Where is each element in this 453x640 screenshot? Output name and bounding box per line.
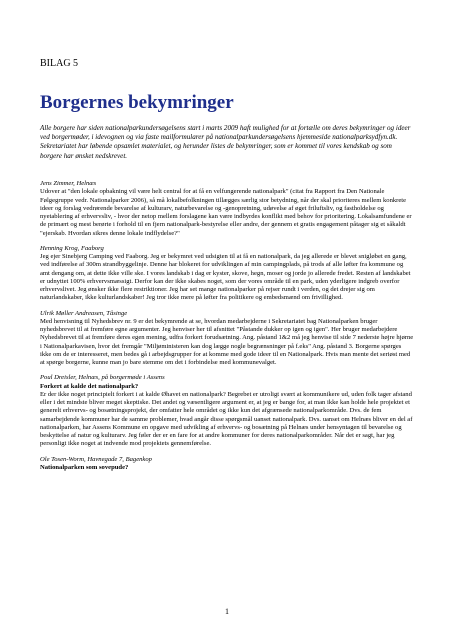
page-title: Borgernes bekymringer [40,92,234,113]
section-text: Jeg ejer Sinebjerg Camping ved Faaborg. Jeg er bekymret ved udsigten til at få en nationalpark, da jeg allerede er blevet snigløbet en gang, ved indførelse af 300m strandbyggelinje. Denne har blokeret for udviklingen af min campingplads, på trods af alle løfter fra kommune og amt dengang om, at dette ikke ville ske. I vores landskab i dag er kyster, skove, hegn, moser og jorde jo allerede fredet. Resten af landskabet er udnyttet 100% erhvervsmæssigt. Derfor kan der ikke skabes noget, som der vores område til en park, uden yderligere indgreb overfor erhvervslivet. Jeg ønsker ikke flere restriktioner. Jeg har set mange nationalparker på rejser rundt i verden, og det drejer sig om naturlandskaber, ikke kulturlandskaber! Jeg tror ikke mere på løfter fra politikere og embedsmænd om frivillighed. [40,253,411,302]
intro-paragraph: Alle borgere har siden nationalparkundersøgelsens start i marts 2009 haft mulighed for at fortælle om deres bekymringer og ideer ved borgermøder, i idevognen og via faste mailformularer på nationalparkundersøgelsens hjemmeside nationalparksydfyn.dk. Sekretariatet har løbende opsamlet materialet, og herunder listes de bekymringer, som er kommet til vores kendskab og som borgere har ønsket nedskrevet. [40,124,411,160]
section-text: Er der ikke noget principielt forkert i at kalde Øhavet en nationalpark? Begrebet er utroligt svært at kommunikere ud, uden folk tager afstand eller i det mindste bliver meget skeptiske. Det andet og væsentligere argument er, at jeg er bange for, at man ikke kan holde hele projektet et generelt erhvervs- og bosætningsprojekt, der omfatter hele området og ikke kun det afgrænsede nationalparkområde. Dvs. de fem samarbejdende kommuner har de samme problemer, hvad angår disse spørgsmål uanset nationalpark. Dvs. uanset om Helnæs bliver en del af nationalparken, har Assens Kommune en opgave med udvikling af erhvervs- og bosætning på Helnæs under hensyntagen til bevarelse og beskyttelse af natur og kulturarv. Jeg føler der er en fare for at andre kommuner for deres nationalparkområder. Når det er sagt, har jeg personligt ikke noget at indvende mod projektets gennemførelse. [40,390,413,448]
section-title: Forkert at kalde det nationalpark? [40,382,139,390]
concern-section [40,374,414,448]
section-text: Udover at "den lokale opbakning vil være helt central for at få en velfungerende nationalpark" (citat fra Rapport fra Den Nationale Følgegruppe vedr. Nationalparker 2006), så må lokalbefolkningen tillægges særlig stor betydning, når der skal prioriteres mellem konkrete ideer og forslag vedrørende bevarelse af kulturarv, naturbevarelse og -genopretning, udøvelse af øget friluftsliv, og fastholdelse og nyetablering af erhvervsliv, - hvor der netop mellem forslagene kan være indbyrdes konflikt med behov for prioritering. Lokalsamfundene er de primært og mest berørte i forhold til en fjern nationalpark-bestyrelse eller andre, der gennem et gratis engagement påtager sig et såkaldt "ejerskab. Hvordan sikres denne lokale indflydelse?" [40,188,412,237]
section-author: Ole Tosen-Worm, Havnegade 7, Bagenkop [40,455,152,463]
concern-section [40,245,414,303]
appendix-label: BILAG 5 [40,58,79,69]
document-page [40,0,414,640]
section-title: Nationalparken som sovepude? [40,463,129,471]
section-author: Ulrik Møller Andreasen, Tåsinge [40,309,128,317]
section-author: Henning Krog, Faaborg [40,244,104,252]
concern-section [40,310,414,368]
section-author: Jens Zimmer, Helnæs [40,180,97,187]
section-text: Med henvisning til Nyhedsbrev nr. 9 er det bekymrende at se, hvordan medarbejderne i Sekretariatet bag Nationalparken bruger nyhedsbrevet til at fremføre egne argumenter. Jeg henviser her til afsnittet "Påstande dukker op igen og igen". Her bruger medarbejdere Nyhedsbrevet til at fremføre deres egen mening, udfra forkert forudsætning. Ang. påstand 1&2 må jeg henvise til side 7 nederste højre hjørne i Nationalparkavisen, hvor det fremgår "Miljøministeren kan dog lægge nogle begrænsninger på f.eks" Ang. påstand 3. Borgerne spørges ikke om de er interesseret, men bedes gå i arbejdsgrupper for at komme med gode ideer til en Nationalpark. Hvis man mente det seriøst med at spørge borgerne, kunne man jo bare stemme om det i forbindelse med kommunevalget. [40,317,414,366]
concern-section [40,180,414,238]
page-number: 1 [225,607,229,616]
section-author: Poul Dreisler, Helnæs, på borgermøde i Assens [40,374,165,382]
document-body [40,180,414,479]
concern-section [40,456,414,473]
